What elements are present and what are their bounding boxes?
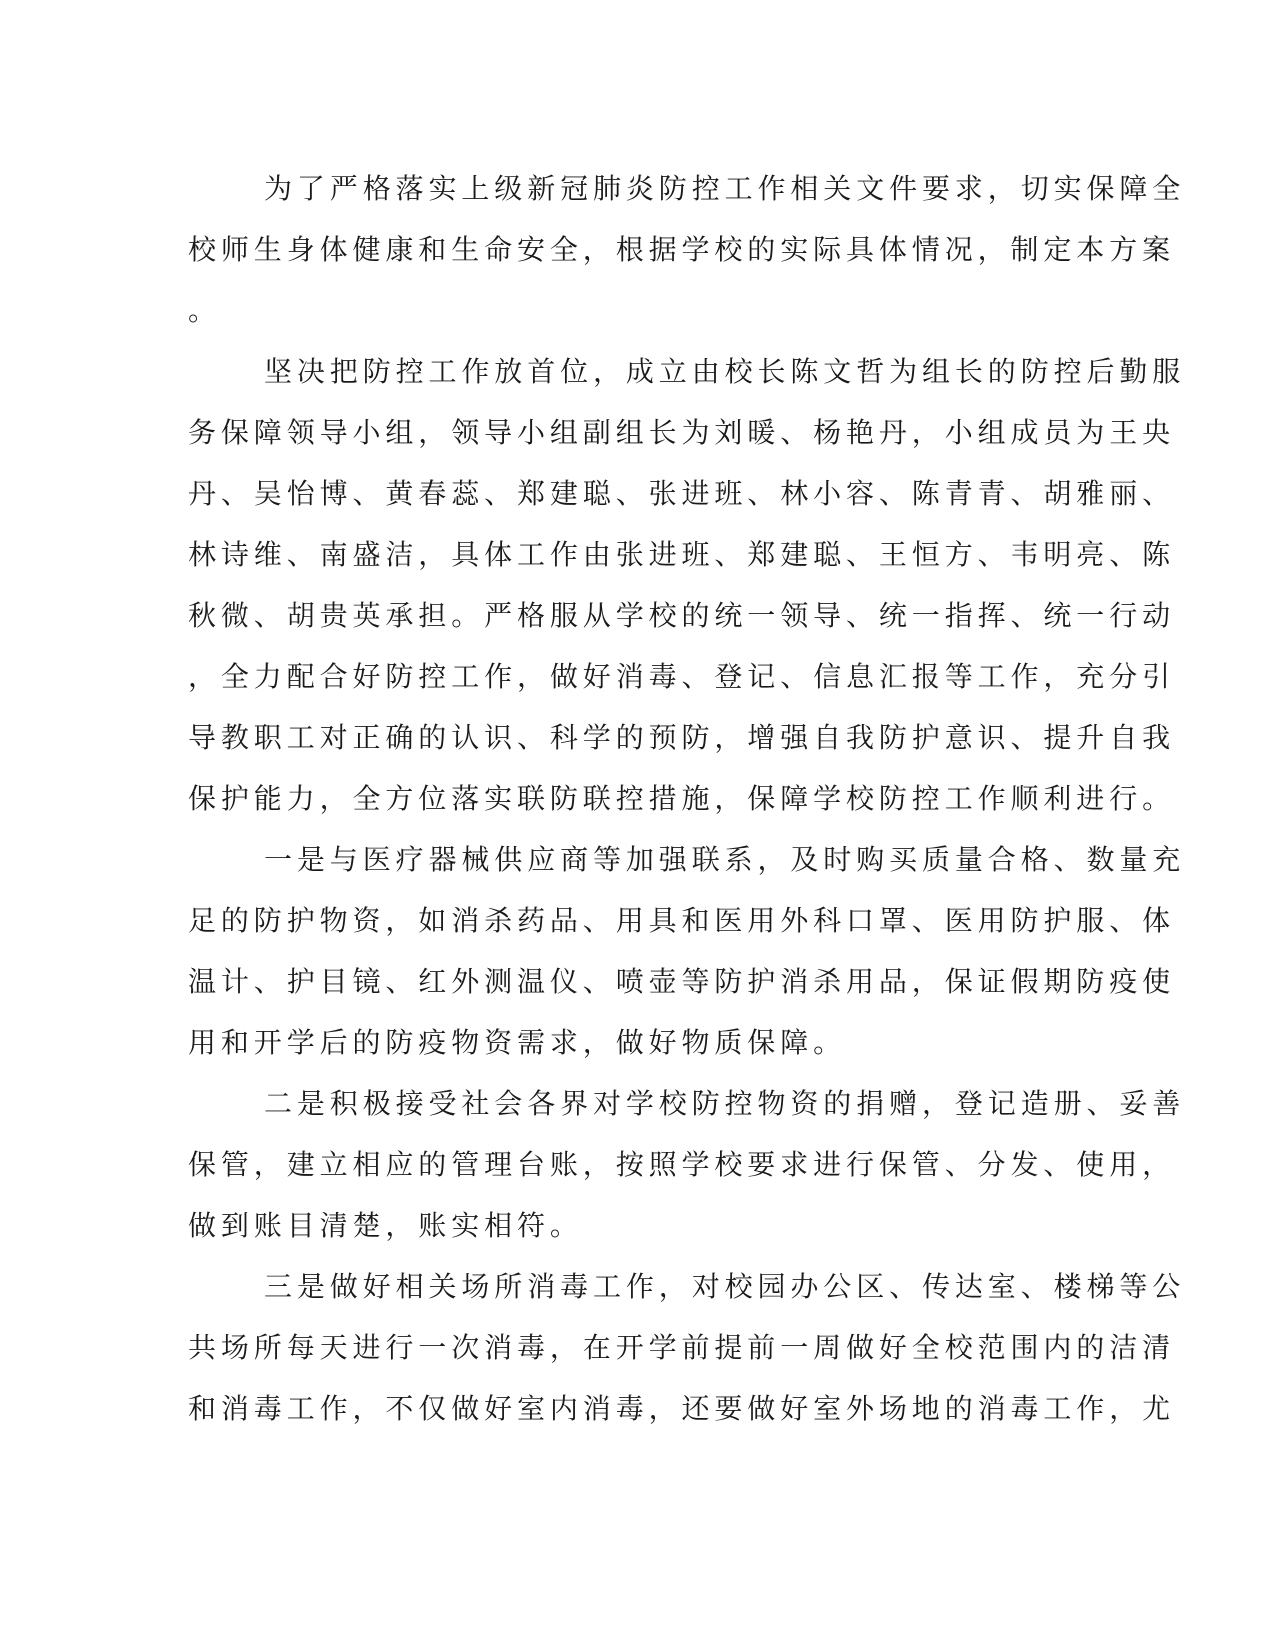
text-line: 足的防护物资，如消杀药品、用具和医用外科口罩、医用防护服、体 [188,904,1176,937]
text-line: 温计、护目镜、红外测温仪、喷壶等防护消杀用品，保证假期防疫使 [188,965,1176,998]
paragraph-item-two [188,1073,1186,1256]
text-line: 一是与医疗器械供应商等加强联系，及时购买质量合格、数量充 [264,843,1186,876]
text-line: 导教职工对正确的认识、科学的预防，增强自我防护意识、提升自我 [188,721,1176,754]
text-line: 林诗维、南盛洁，具体工作由张进班、郑建聪、王恒方、韦明亮、陈 [188,538,1176,571]
text-line: 共场所每天进行一次消毒，在开学前提前一周做好全校范围内的洁清 [188,1331,1176,1364]
text-line: 校师生身体健康和生命安全，根据学校的实际具体情况，制定本方案 [188,233,1176,266]
text-line: 用和开学后的防疫物资需求，做好物质保障。 [188,1026,847,1059]
text-line: 务保障领导小组，领导小组副组长为刘暖、杨艳丹，小组成员为王央 [188,416,1176,449]
text-line: 。 [188,294,221,327]
text-line: 为了严格落实上级新冠肺炎防控工作相关文件要求，切实保障全 [264,172,1186,205]
paragraph-item-three [188,1256,1186,1439]
text-line: 坚决把防控工作放首位，成立由校长陈文哲为组长的防控后勤服 [264,355,1186,388]
text-line: 做到账目清楚，账实相符。 [188,1209,583,1242]
text-line: ，全力配合好防控工作，做好消毒、登记、信息汇报等工作，充分引 [188,660,1176,693]
paragraph-intro [188,158,1186,341]
text-line: 二是积极接受社会各界对学校防控物资的捐赠，登记造册、妥善 [264,1087,1186,1120]
text-line: 丹、吴怡博、黄春蕊、郑建聪、张进班、林小容、陈青青、胡雅丽、 [188,477,1176,510]
paragraph-item-one [188,829,1186,1073]
document-body [188,158,1186,1439]
text-line: 三是做好相关场所消毒工作，对校园办公区、传达室、楼梯等公 [264,1270,1186,1303]
text-line: 保护能力，全方位落实联防联控措施，保障学校防控工作顺利进行。 [188,782,1176,815]
paragraph-leadership-group [188,341,1186,829]
text-line: 和消毒工作，不仅做好室内消毒，还要做好室外场地的消毒工作，尤 [188,1392,1176,1425]
text-line: 秋微、胡贵英承担。严格服从学校的统一领导、统一指挥、统一行动 [188,599,1176,632]
text-line: 保管，建立相应的管理台账，按照学校要求进行保管、分发、使用， [188,1148,1176,1181]
